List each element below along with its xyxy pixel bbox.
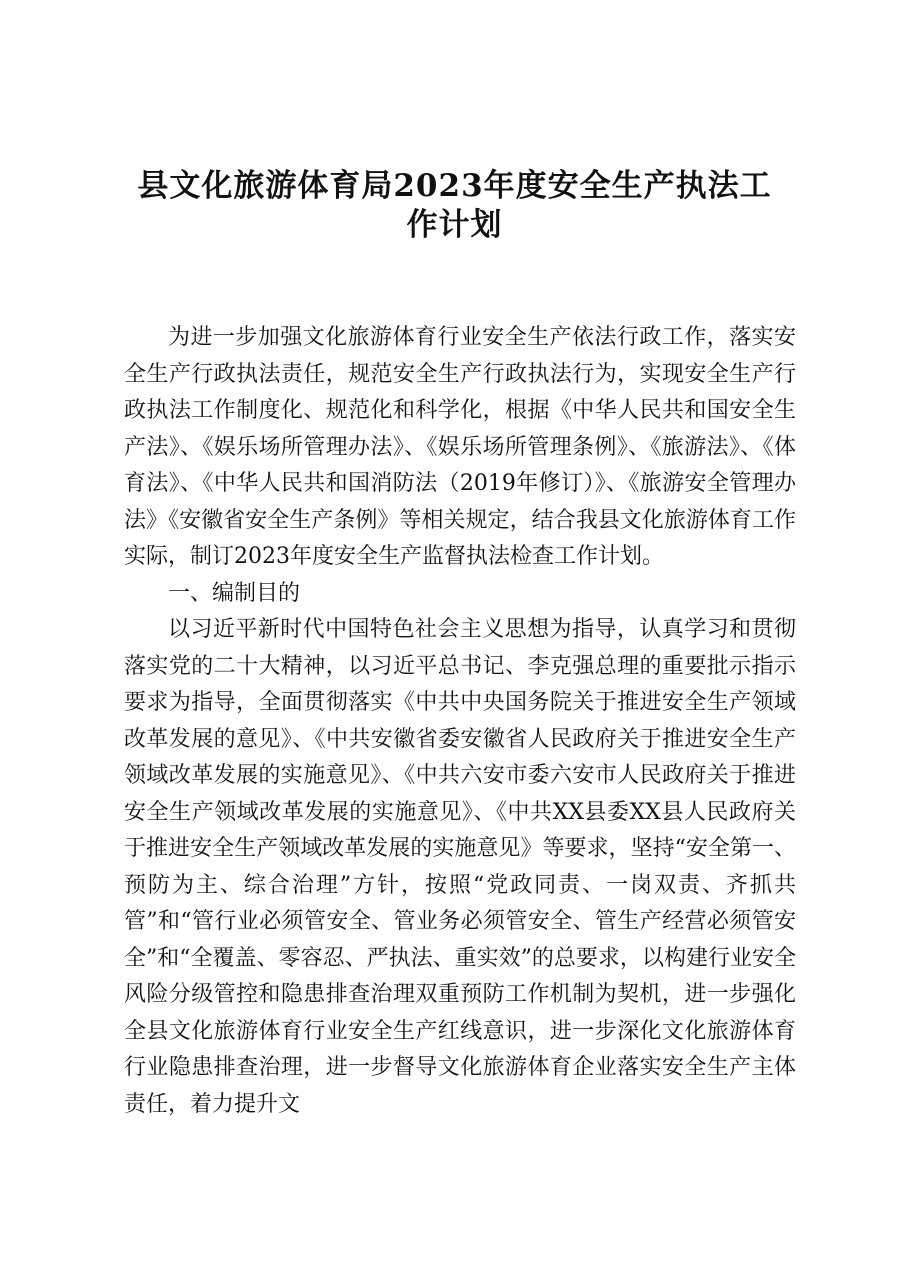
document-title-line-2: 作计划 [406,207,503,243]
section-heading-purpose: 一、编制目的 [168,580,301,606]
document-body [124,320,796,1123]
intro-paragraph: 为进一步加强文化旅游体育行业安全生产依法行政工作，落实安全生产行政执法责任，规范安全生产行政执法行为，实现安全生产行政执法工作制度化、规范化和科学化，根据《中华人民共和国安全生产法》、《娱乐场所管理办法》、《娱乐场所管理条例》、《旅游法》、《体育法》、《中华人民共和国消防法（2019年修订）》、《旅游安全管理办法》《安徽省安全生产条例》等相关规定，结合我县文化旅游体育工作实际，制订2023年度安全生产监督执法检查工作计划。 [124,325,796,569]
document-title-line-1: 县文化旅游体育局2023年度安全生产执法工 [137,168,772,204]
section-paragraph-purpose: 以习近平新时代中国特色社会主义思想为指导，认真学习和贯彻落实党的二十大精神，以习近平总书记、李克强总理的重要批示指示要求为指导，全面贯彻落实《中共中央国务院关于推进安全生产领域改革发展的意见》、《中共安徽省委安徽省人民政府关于推进安全生产领域改革发展的实施意见》、《中共六安市委六安市人民政府关于推进安全生产领域改革发展的实施意见》、《中共XX县委XX县人民政府关于推进安全生产领域改革发展的实施意见》等要求，坚持“安全第一、预防为主、综合治理”方针，按照“党政同责、一岗双责、齐抓共管”和“管行业必须管安全、管业务必须管安全、管生产经营必须管安全”和“全覆盖、零容忍、严执法、重实效”的总要求，以构建行业安全风险分级管控和隐患排查治理双重预防工作机制为契机，进一步强化全县文化旅游体育行业安全生产红线意识，进一步深化文化旅游体育行业隐患排查治理，进一步督导文化旅游体育企业落实安全生产主体责任，着力提升文 [124,617,796,1117]
